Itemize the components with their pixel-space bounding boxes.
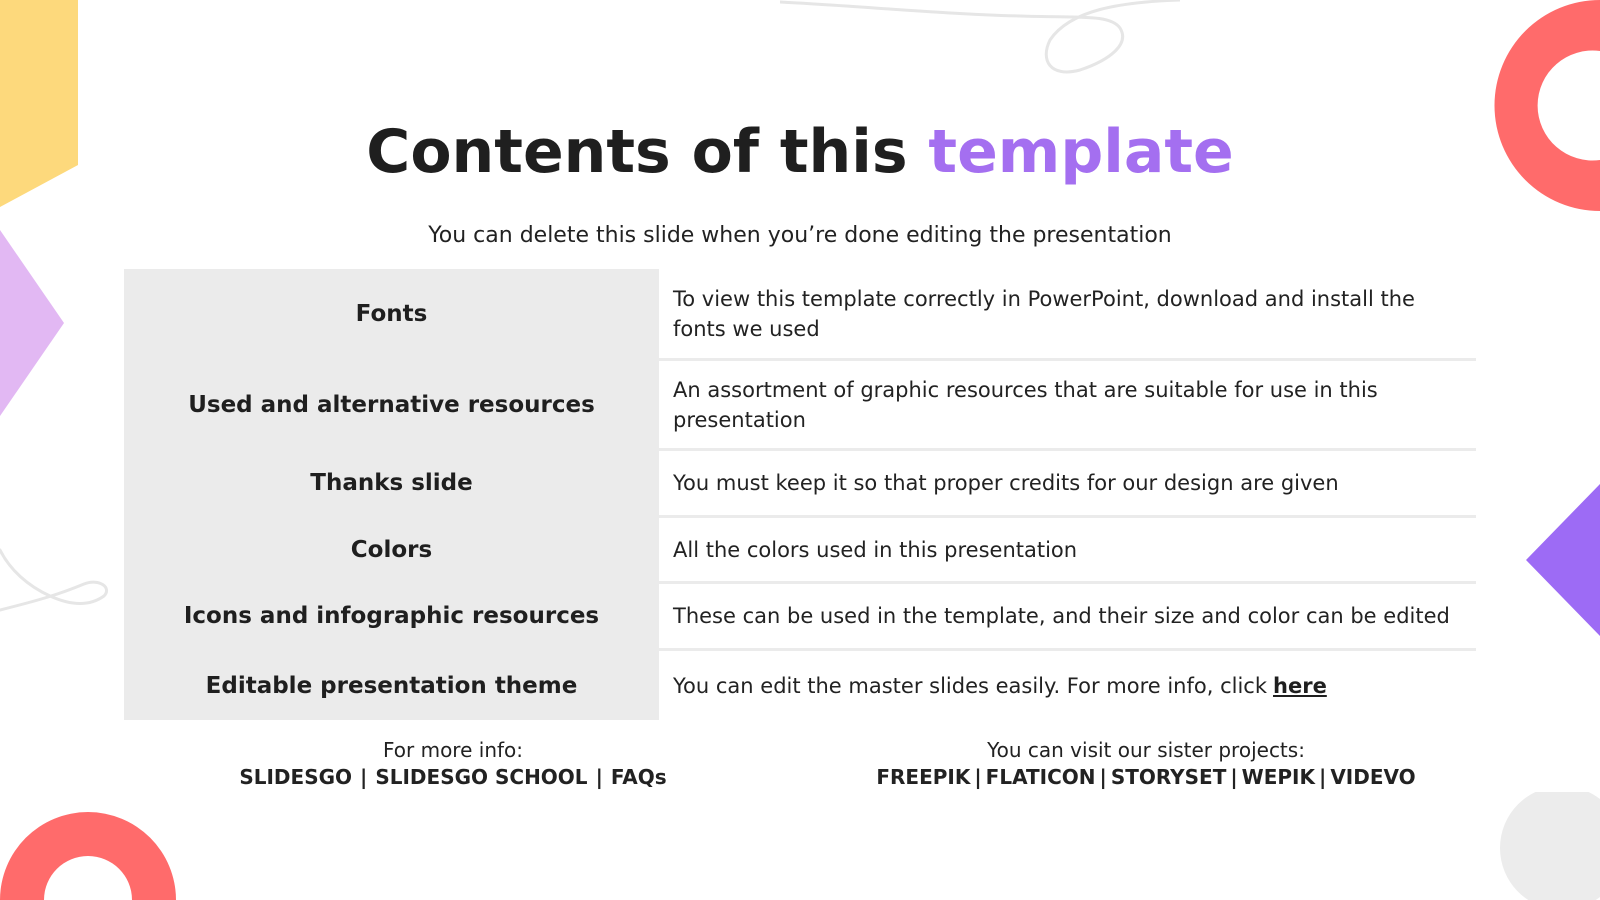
row-label: Used and alternative resources — [188, 391, 595, 418]
row-description-text: All the colors used in this presentation — [673, 537, 1078, 562]
row-description-text: To view this template correctly in PowerPoint, download and install the fonts we used — [673, 286, 1415, 341]
row-label: Colors — [350, 536, 433, 563]
slidesgo-school-link[interactable]: SLIDESGO SCHOOL — [375, 765, 588, 789]
here-link[interactable]: here — [1273, 673, 1327, 698]
title-main-text: Contents of this — [366, 117, 908, 187]
link-separator: | — [1230, 765, 1238, 789]
footer-sister-projects — [846, 737, 1446, 791]
contents-table — [124, 269, 1476, 720]
table-row — [124, 451, 1476, 515]
footer-more-info-title: For more info: — [382, 738, 524, 762]
flaticon-link[interactable]: FLATICON — [985, 765, 1096, 789]
violet-triangle-decoration — [1526, 484, 1600, 636]
row-label: Editable presentation theme — [205, 672, 578, 699]
storyset-link[interactable]: STORYSET — [1110, 765, 1227, 789]
freepik-link[interactable]: FREEPIK — [876, 765, 971, 789]
footer-more-info-links — [153, 763, 753, 791]
table-row — [124, 361, 1476, 448]
row-description-text: You can edit the master slides easily. For more info, click — [673, 673, 1268, 698]
gray-circle-decoration — [1494, 792, 1600, 900]
link-separator: | — [974, 765, 982, 789]
link-separator: | — [595, 765, 603, 789]
row-description — [673, 451, 1463, 515]
wepik-link[interactable]: WEPIK — [1241, 765, 1315, 789]
link-separator: | — [1319, 765, 1327, 789]
table-row — [124, 651, 1476, 720]
row-description-text: These can be used in the template, and their size and color can be edited — [673, 604, 1450, 628]
page-subtitle: You can delete this slide when you’re done editing the presentation — [428, 223, 1172, 248]
coral-arch-decoration — [0, 810, 176, 900]
videvo-link[interactable]: VIDEVO — [1330, 765, 1416, 789]
row-label: Thanks slide — [310, 470, 473, 496]
row-label: Icons and infographic resources — [183, 603, 600, 629]
page-title — [0, 112, 1600, 192]
left-squiggle-decoration — [0, 540, 112, 620]
row-description-text: You must keep it so that proper credits for our design are given — [673, 471, 1339, 495]
title-accent-text: template — [928, 117, 1234, 187]
row-description — [673, 584, 1463, 648]
table-row — [124, 584, 1476, 648]
lavender-triangle-decoration — [0, 230, 66, 416]
table-row — [124, 518, 1476, 581]
row-description — [673, 269, 1463, 358]
faqs-link[interactable]: FAQs — [610, 765, 667, 789]
link-separator: | — [1099, 765, 1107, 789]
row-description — [673, 651, 1463, 720]
top-squiggle-decoration — [780, 0, 1180, 80]
row-description — [673, 361, 1463, 448]
footer-more-info — [153, 737, 753, 791]
footer-sister-projects-links — [846, 763, 1446, 791]
row-description — [673, 518, 1463, 581]
row-description-text: An assortment of graphic resources that are suitable for use in this presentation — [673, 377, 1378, 432]
link-separator: | — [360, 765, 368, 789]
slidesgo-link[interactable]: SLIDESGO — [239, 765, 353, 789]
row-label: Fonts — [355, 300, 428, 327]
footer-sister-projects-title: You can visit our sister projects: — [987, 738, 1305, 762]
table-row — [124, 269, 1476, 358]
